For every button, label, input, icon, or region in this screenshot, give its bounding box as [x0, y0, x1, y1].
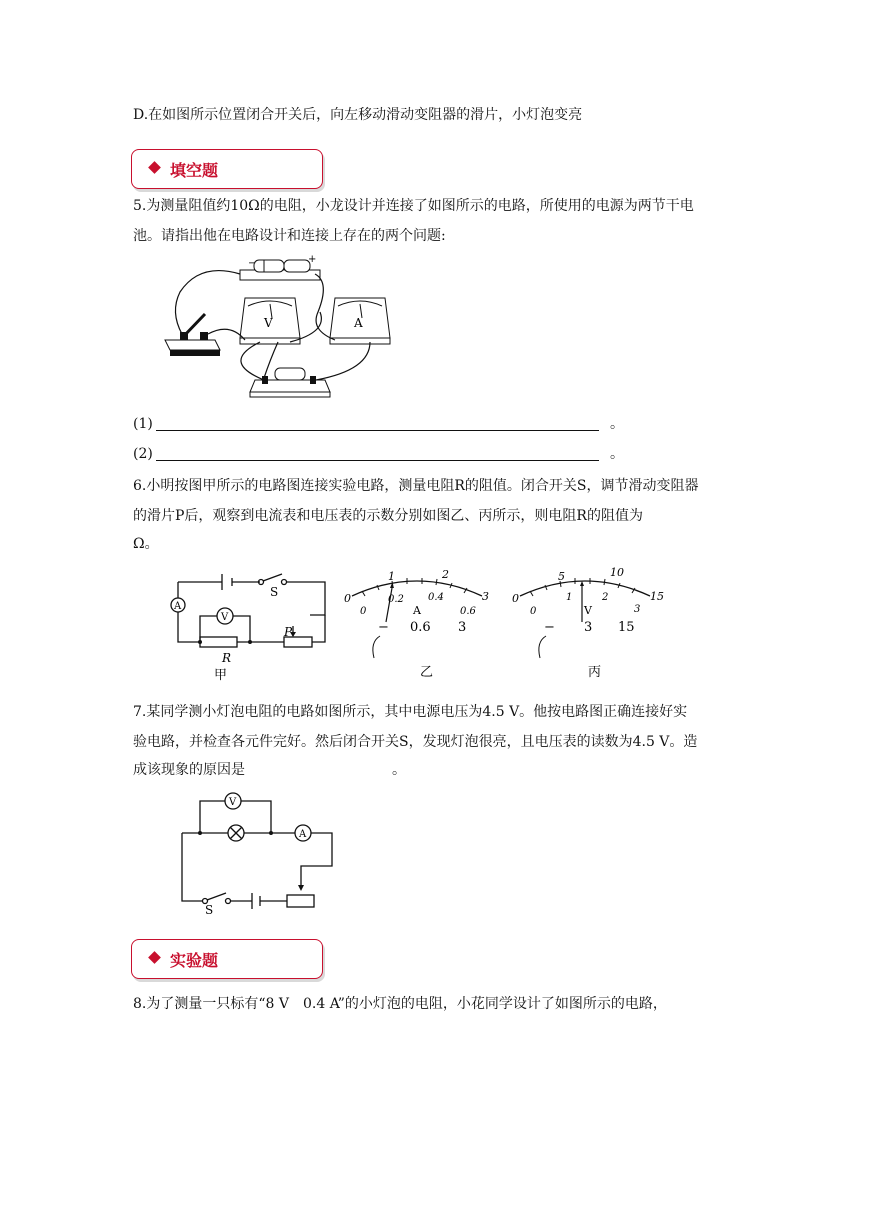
ammeter-outer-2: 2: [442, 568, 449, 581]
q7-text-line3: 成该现象的原因是: [133, 762, 245, 778]
voltmeter-device: [240, 298, 300, 344]
figure-caption-yi: 乙: [420, 665, 434, 680]
ammeter-terminal-0.6: 0.6: [410, 620, 431, 635]
q6-text-line2: 的滑片P后，观察到电流表和电压表的示数分别如图乙、丙所示，则电阻R的阻值为: [133, 508, 643, 524]
q6-voltmeter-dial: [510, 566, 670, 686]
q7-text-line2: 验电路，并检查各元件完好。然后闭合开关S，发现灯泡很亮，且电压表的读数为4.5 V。造: [133, 734, 698, 750]
voltmeter-label: V: [221, 612, 229, 623]
q5-text-line1: 5.为测量阻值约10Ω的电阻，小龙设计并连接了如图所示的电路，所使用的电源为两节干电: [133, 198, 694, 214]
q7-circuit-diagram: [170, 786, 340, 916]
q5-answer-line-2[interactable]: [156, 460, 599, 461]
voltmeter-inner-3: 3: [634, 604, 641, 615]
ammeter-outer-1: 1: [388, 570, 395, 583]
voltmeter-terminal-3: 3: [584, 620, 593, 635]
q4-option-d: D.在如图所示位置闭合开关后，向左移动滑动变阻器的滑片，小灯泡变亮: [133, 107, 583, 123]
switch-label: S: [270, 585, 279, 599]
knife-switch: [165, 314, 220, 356]
voltmeter-lead-wire: [539, 636, 546, 658]
q7-period: 。: [392, 762, 406, 778]
ammeter-inner-3: 0.6: [460, 606, 476, 617]
q5-text-line2: 池。请指出他在电路设计和连接上存在的两个问题:: [133, 228, 446, 244]
voltmeter-terminal-minus: −: [544, 620, 555, 635]
q6-ammeter-dial: [342, 566, 492, 686]
voltmeter-inner-0: 0: [530, 606, 537, 617]
q7-voltmeter-label: V: [229, 797, 237, 808]
q5-answer-line-1[interactable]: [156, 430, 599, 431]
q5-blank2-period: 。: [610, 446, 624, 462]
q6-text-line1: 6.小明按图甲所示的电路图连接实验电路，测量电阻R的阻值。闭合开关S，调节滑动变阻器: [133, 478, 699, 494]
q5-blank1-period: 。: [610, 416, 624, 432]
diamond-icon: [148, 161, 161, 174]
ammeter-lead-wire: [373, 636, 380, 658]
q5-physical-circuit-figure: [160, 252, 400, 404]
ammeter-unit: A: [413, 604, 421, 617]
q6-text-line3: Ω。: [133, 536, 159, 552]
resistor-on-board: [250, 368, 330, 397]
voltmeter-inner-2: 2: [602, 592, 609, 603]
voltmeter-outer-0: 0: [512, 592, 519, 605]
ammeter-label: A: [174, 601, 182, 612]
q7-text-line1: 7.某同学测小灯泡电阻的电路如图所示，其中电源电压为4.5 V。他按电路图正确连接好实: [133, 704, 688, 720]
section-title: 实验题: [170, 951, 219, 970]
voltmeter-outer-15: 15: [650, 590, 664, 603]
figure-caption-bing: 丙: [588, 665, 602, 680]
slider-label: P: [284, 625, 293, 639]
resistor-label: R: [222, 651, 232, 665]
ammeter-inner-1: 0.2: [388, 594, 404, 605]
voltmeter-terminal-15: 15: [618, 620, 635, 635]
q7-switch-label: S: [205, 903, 214, 916]
ammeter-inner-2: 0.4: [428, 592, 444, 603]
ammeter-outer-3: 3: [482, 590, 489, 603]
q7-ammeter-label: A: [299, 829, 307, 840]
ammeter-outer-0: 0: [344, 592, 351, 605]
section-header-fill-blank: [131, 149, 323, 189]
section-title: 填空题: [170, 161, 219, 180]
q8-text-line1: 8.为了测量一只标有“8 V 0.4 A”的小灯泡的电阻，小花同学设计了如图所示的电路，: [133, 996, 667, 1012]
battery-box: [240, 254, 320, 280]
ammeter-inner-0: 0: [360, 606, 367, 617]
voltmeter-outer-5: 5: [558, 570, 565, 583]
q6-circuit-diagram: [160, 570, 335, 685]
ammeter-device: [330, 298, 390, 344]
diamond-icon: [148, 951, 161, 964]
ammeter-terminal-3: 3: [458, 620, 467, 635]
voltmeter-unit: V: [584, 604, 592, 617]
section-header-experiment: [131, 939, 323, 979]
q5-blank1-label: (1): [133, 416, 153, 432]
q5-blank2-label: (2): [133, 446, 153, 462]
voltmeter-outer-10: 10: [610, 566, 624, 579]
voltmeter-symbol: V: [264, 316, 273, 330]
figure-caption-jia: 甲: [214, 668, 228, 683]
voltmeter-inner-1: 1: [566, 592, 573, 603]
battery-plus-label: +: [308, 254, 317, 265]
ammeter-symbol: A: [354, 316, 363, 330]
ammeter-terminal-minus: −: [378, 620, 389, 635]
battery-minus-label: −: [248, 258, 257, 269]
